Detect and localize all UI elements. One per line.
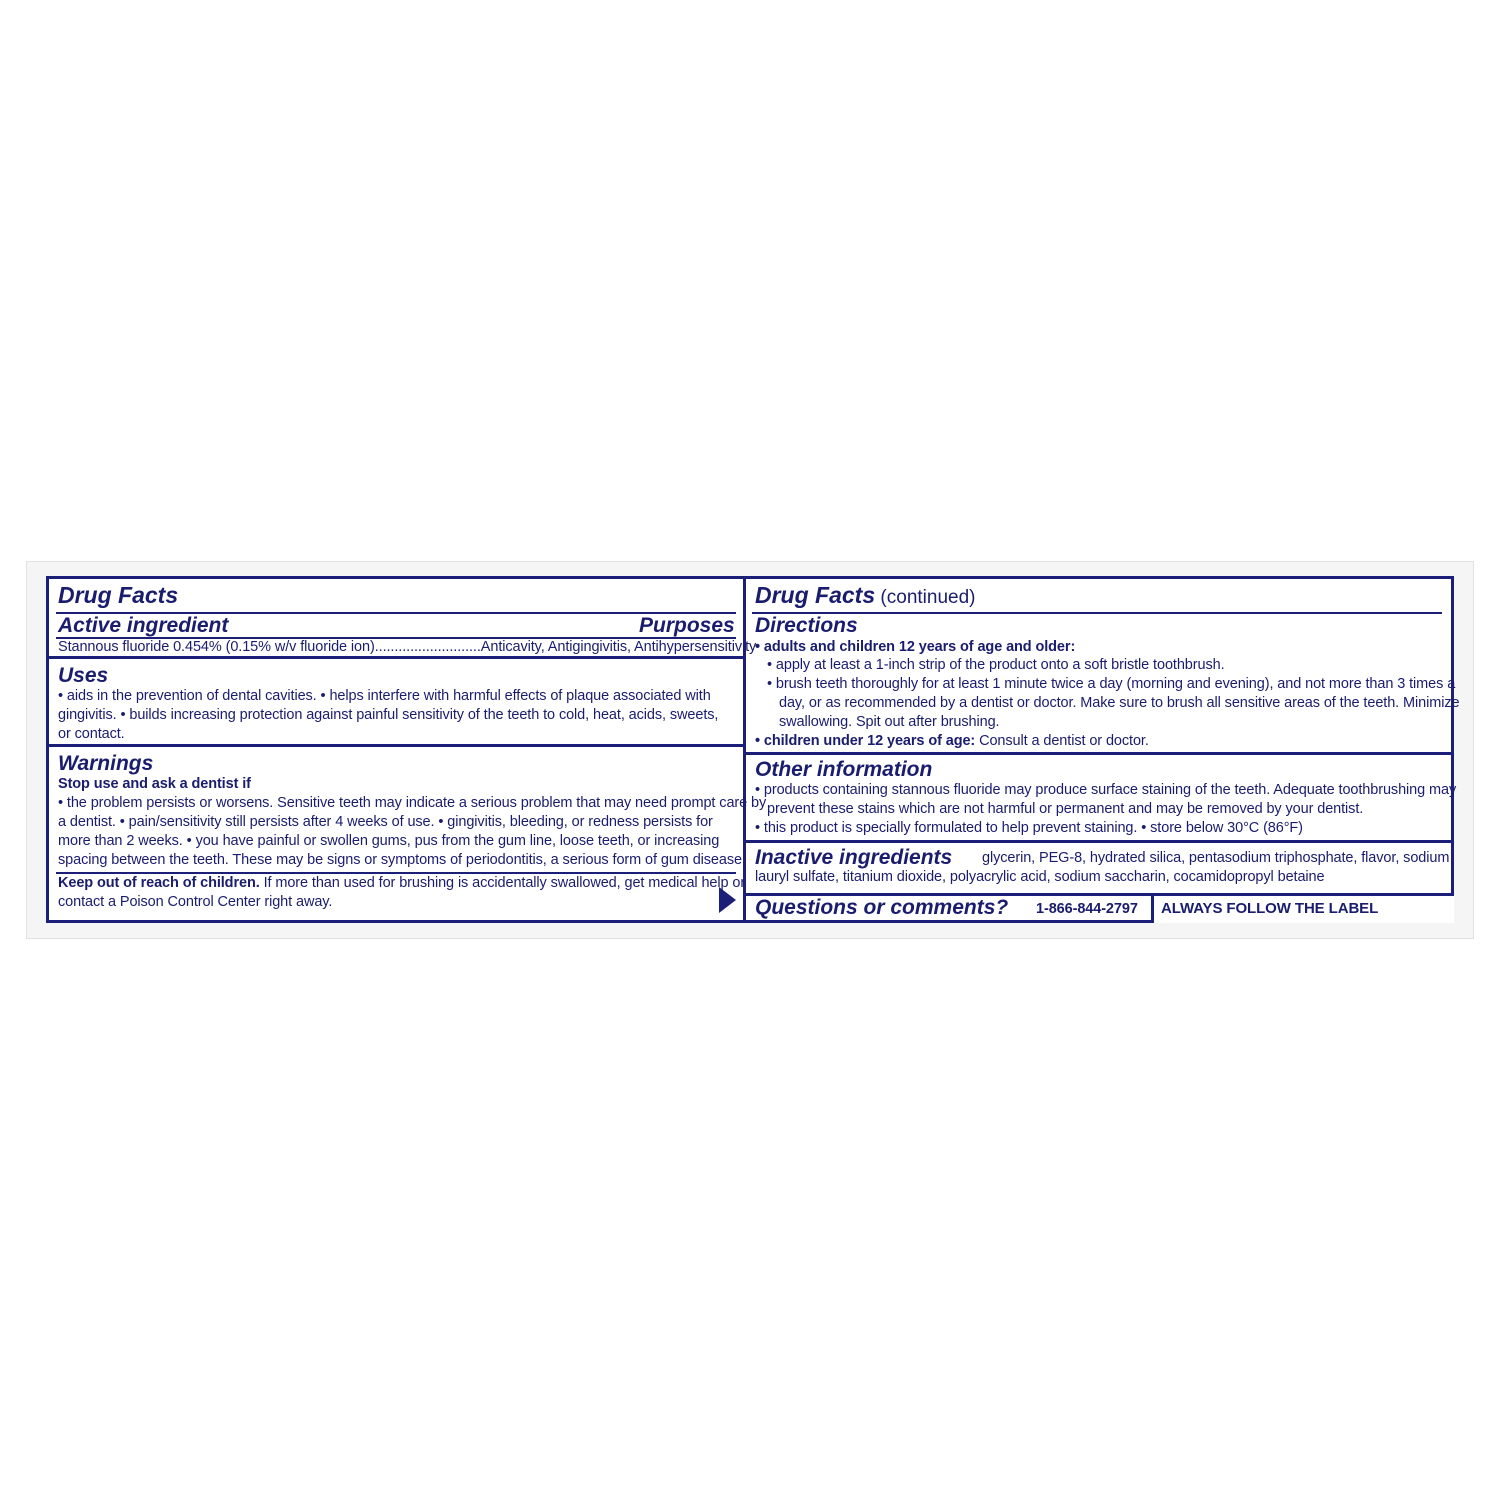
uses-line-3: or contact. (58, 726, 125, 742)
section-rule-uses (49, 744, 743, 747)
active-ingredient-heading: Active ingredient (58, 614, 229, 637)
children-rest: Consult a dentist or doctor. (975, 733, 1149, 749)
keep-out-line-1 (58, 876, 745, 891)
inactive-ingredients-heading: Inactive ingredients (755, 846, 953, 869)
children-bold: • children under 12 years of age: (755, 733, 976, 749)
other-line-1: • products containing stannous fluoride may produce surface staining of the teeth. Adequate toothbrushing may (755, 782, 1457, 798)
drug-facts-title: Drug Facts (58, 582, 179, 608)
warnings-line-3: more than 2 weeks. • you have painful or swollen gums, pus from the gum line, loose teeth, or increasing (58, 833, 720, 849)
drug-facts-continued-title (755, 584, 975, 607)
uses-heading: Uses (58, 664, 109, 687)
directions-line-3: day, or as recommended by a dentist or doctor. Make sure to brush all sensitive areas of the teeth. Minimize (779, 695, 1460, 711)
warnings-rule (56, 872, 736, 874)
questions-heading: Questions or comments? (755, 896, 1009, 919)
inactive-line-1: glycerin, PEG-8, hydrated silica, pentasodium triphosphate, flavor, sodium (982, 850, 1450, 866)
other-line-2: prevent these stains which are not harmful or permanent and may be removed by your dentist. (767, 801, 1364, 817)
other-information-heading: Other information (755, 758, 933, 781)
uses-line-2: gingivitis. • builds increasing protection against painful sensitivity of the teeth to cold, heat, acids, sweets, (58, 707, 719, 723)
continued-label: (continued) (875, 587, 976, 608)
uses-line-1: • aids in the prevention of dental cavities. • helps interfere with harmful effects of plaque associated with (58, 688, 711, 704)
keep-out-bold: Keep out of reach of children. (58, 875, 260, 891)
column-divider (743, 576, 746, 923)
other-line-3: • this product is specially formulated to help prevent staining. • store below 30°C (86°F) (755, 820, 1303, 836)
directions-line-4: swallowing. Spit out after brushing. (779, 714, 1000, 730)
keep-out-rest: If more than used for brushing is accidentally swallowed, get medical help or (259, 875, 746, 891)
phone-number: 1-866-844-2797 (1036, 901, 1138, 917)
drug-facts-title-right: Drug Facts (755, 582, 876, 608)
warnings-line-1: • the problem persists or worsens. Sensitive teeth may indicate a serious problem that may need prompt care by (58, 795, 767, 811)
inactive-line-2: lauryl sulfate, titanium dioxide, polyacrylic acid, sodium saccharin, cocamidopropyl betaine (755, 869, 1325, 885)
section-rule-active (49, 656, 743, 659)
adults-heading: • adults and children 12 years of age and older: (755, 639, 1076, 655)
section-rule-other (746, 840, 1451, 843)
directions-line-2: • brush teeth thoroughly for at least 1 minute twice a day (morning and evening), and not more than 3 times a (767, 676, 1456, 692)
directions-line-1: • apply at least a 1-inch strip of the product onto a soft bristle toothbrush. (767, 657, 1225, 673)
warnings-line-2: a dentist. • pain/sensitivity still persists after 4 weeks of use. • gingivitis, bleeding, or redness persists for (58, 814, 713, 830)
children-line (755, 734, 1149, 749)
directions-heading: Directions (755, 614, 858, 637)
questions-divider (1151, 893, 1154, 923)
continued-arrow-icon (719, 887, 736, 913)
always-follow-label: ALWAYS FOLLOW THE LABEL (1161, 900, 1379, 917)
stop-use-heading: Stop use and ask a dentist if (58, 776, 251, 792)
keep-out-line-2: contact a Poison Control Center right away. (58, 894, 333, 910)
warnings-heading: Warnings (58, 752, 154, 775)
warnings-line-4: spacing between the teeth. These may be signs or symptoms of periodontitis, a serious form of gum disease. (58, 852, 746, 868)
section-rule-directions (746, 752, 1451, 755)
purposes-heading: Purposes (639, 614, 735, 637)
active-ingredient-line: Stannous fluoride 0.454% (0.15% w/v fluoride ion)...........................Anticavity, Antigingivitis, Antihypersensitivity (58, 639, 757, 655)
